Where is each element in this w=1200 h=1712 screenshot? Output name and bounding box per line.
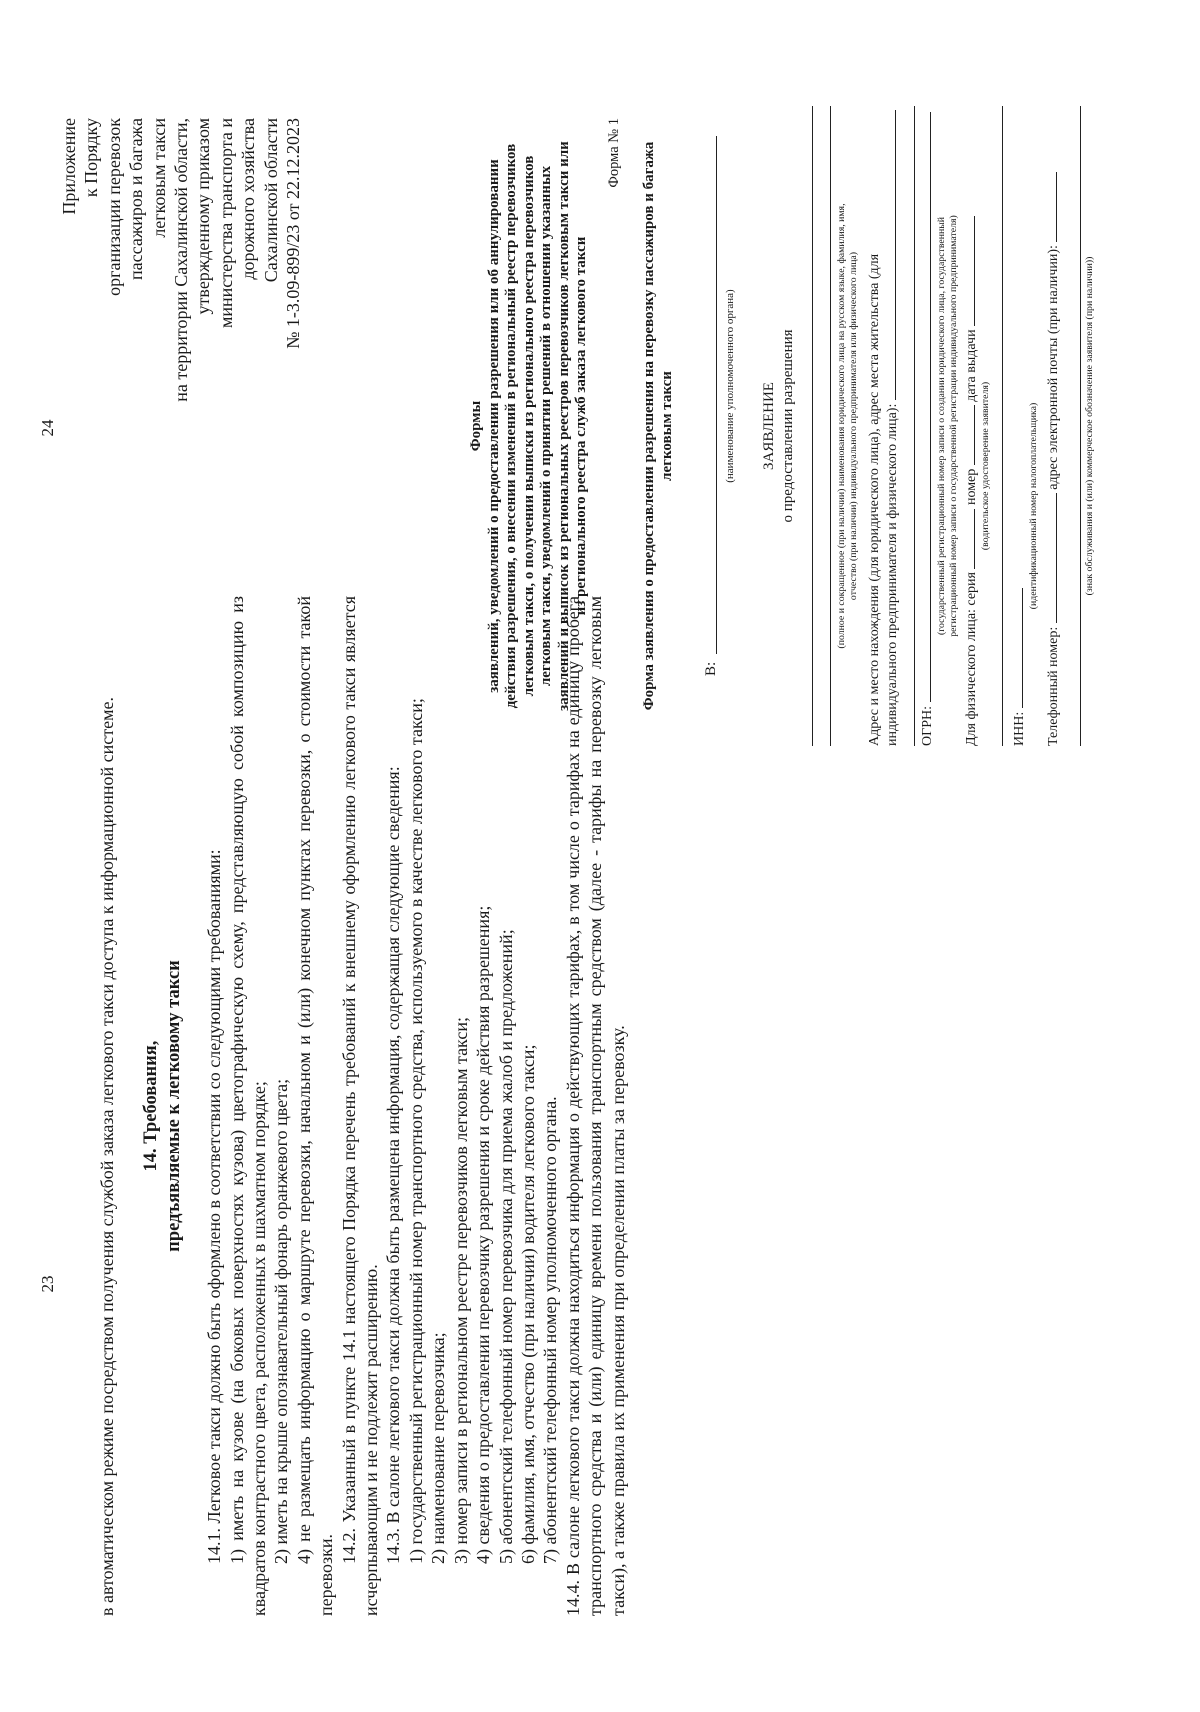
forms-description-line: легковым такси, уведомлений о принятии решений в отношении указанных <box>538 165 554 687</box>
inn-row <box>1010 106 1028 746</box>
forms-description <box>486 106 591 746</box>
series-input-line[interactable] <box>962 509 975 569</box>
paragraph: 14.4. В салоне легкового такси должна находиться информация о действующих тарифах, в том числе о тарифах на единицу пробега транспортного средства и (или) единицу времени пользования транспортным средством (далее - тарифы на перевозку легковым такси), а также правила их применения при определении платы за перевозку. <box>562 596 628 1616</box>
forms-description-line: легковым такси, о получении выписки из регионального реестра перевозчиков <box>520 155 537 697</box>
form-title-line: легковым такси <box>659 371 675 481</box>
forms-title <box>468 106 591 746</box>
paragraph: 6) фамилия, имя, отчество (при наличии) водителя легкового такси; <box>517 1044 538 1564</box>
address-line-2: индивидуального предпринимателя и физического лица): <box>885 403 900 746</box>
paragraph: 7) абонентский телефонный номер уполномоченного органа. <box>540 1096 561 1564</box>
appendix-line: Сахалинской области <box>260 118 281 283</box>
ogrn-row <box>918 106 936 746</box>
id-caption: (водительское удостоверение заявителя) <box>980 381 991 551</box>
email-input-line[interactable] <box>1044 172 1057 242</box>
ogrn-caption-line: (государственный регистрационный номер записи о создании юридического лица, государственный <box>936 216 947 636</box>
section-heading-line1: 14. Требования, <box>141 1040 162 1172</box>
recipient-line[interactable] <box>716 136 717 654</box>
person-series-label: Для физического лица: серия <box>964 572 979 746</box>
phone-label: Телефонный номер: <box>1046 626 1061 746</box>
applicant-name-line-2[interactable] <box>830 106 831 746</box>
contacts-row <box>1044 106 1062 746</box>
applicant-caption <box>836 106 860 746</box>
appendix-line: пассажиров и багажа <box>126 118 147 280</box>
appendix-line: к Порядку <box>81 118 102 198</box>
mark-caption: (знак обслуживания и (или) коммерческое обозначение заявителя (при наличии)) <box>1084 256 1095 596</box>
ogrn-input-line[interactable] <box>918 113 931 703</box>
paragraph: 3) номер записи в региональном реестре перевозчиков легковым такси; <box>450 1017 471 1564</box>
appendix-line: организации перевозок <box>103 118 124 296</box>
appendix-line: Приложение <box>59 118 79 215</box>
address-input-line[interactable] <box>883 110 896 400</box>
paragraph: 2) наименование перевозчика; <box>428 1332 449 1564</box>
appendix-line: легковым такси <box>148 118 169 238</box>
form-number: Форма № 1 <box>606 118 622 188</box>
inn-caption: (идентификационный номер налогоплательщика) <box>1028 402 1039 610</box>
ogrn-label: ОГРН: <box>920 706 935 746</box>
paragraph: 14.2. Указанный в пункте 14.1 настоящего Порядка перечень требований к внешнему оформлению легкового такси является исчерпывающим и не подлежит расширению. <box>338 596 382 1616</box>
address-row <box>866 106 901 746</box>
appendix-line: № 1-3.09-899/23 от 22.12.2023 <box>283 118 304 349</box>
applicant-caption-line: (полное и сокращенное (при наличии) наименования юридического лица на русском языке, фамилия, имя, <box>836 203 847 649</box>
issue-date-input-line[interactable] <box>962 216 975 326</box>
forms-description-line: из регионального реестра служб заказа легкового такси <box>573 236 589 616</box>
paragraph: 5) абонентский телефонный номер перевозчика для приема жалоб и предложений; <box>495 929 516 1564</box>
recipient-field[interactable] <box>698 136 720 676</box>
statement-title: ЗАЯВЛЕНИЕ <box>761 382 777 470</box>
applicant-name-line-1[interactable] <box>812 106 813 746</box>
statement-heading <box>760 106 798 746</box>
form-title <box>640 106 676 746</box>
appendix-line: на территории Сахалинской области, <box>171 118 192 402</box>
paragraph: 1) государственный регистрационный номер транспортного средства, используемого в качестве легкового такси; <box>405 698 426 1564</box>
mark-input-line[interactable] <box>1080 106 1081 746</box>
email-label: адрес электронной почты (при наличии): <box>1046 245 1061 490</box>
paragraph: 14.1. Легковое такси должно быть оформлено в соответствии со следующими требованиями: <box>204 849 225 1564</box>
forms-description-line: заявлений и выписок из региональных реестров перевозчиков легковым такси или <box>555 141 572 711</box>
recipient-label: В: <box>703 661 719 676</box>
ogrn-caption <box>936 106 960 746</box>
forms-heading: Формы <box>468 400 484 452</box>
forms-description-line: заявлений, уведомлений о предоставлении разрешения или об аннулировании <box>485 159 502 693</box>
recipient-caption: (наименование уполномоченного органа) <box>724 289 736 483</box>
paragraph: 14.3. В салоне легкового такси должна быть размещена информация, содержащая следующие сведения: <box>383 766 404 1564</box>
inn-label: ИНН: <box>1012 711 1027 746</box>
phone-input-line[interactable] <box>1044 493 1057 623</box>
issue-date-label: дата выдачи <box>964 329 979 402</box>
appendix-line: дорожного хозяйства <box>238 118 259 280</box>
forms-description-line: действия разрешения, о внесении изменений в региональный реестр перевозчиков <box>503 143 519 709</box>
form-title-line: Форма заявления о предоставлении разрешения на перевозку пассажиров и багажа <box>641 141 657 711</box>
appendix-line: министерства транспорта и <box>215 118 236 329</box>
statement-subtitle: о предоставлении разрешения <box>780 329 796 523</box>
paragraph: 2) иметь на крыше опознавательный фонарь оранжевого цвета; <box>271 1078 292 1564</box>
appendix-header <box>58 118 304 558</box>
number-input-line[interactable] <box>962 405 975 465</box>
separator-line <box>1002 106 1003 746</box>
paragraph: 4) не размещать информацию о маршруте перевозки, начальном и (или) конечном пунктах перевозки, о стоимости такой перевозки. <box>293 596 337 1616</box>
appendix-line: утвержденному приказом <box>193 118 214 315</box>
page-number: 24 <box>38 419 57 437</box>
paragraph: 4) сведения о предоставлении перевозчику разрешения и сроке действия разрешения; <box>473 905 494 1564</box>
inn-input-line[interactable] <box>1010 588 1023 708</box>
number-label: номер <box>964 468 979 506</box>
id-document-row <box>962 106 980 746</box>
intro-paragraph: в автоматическом режиме посредством получения службой заказа легкового такси доступа к информационной системе. <box>97 696 117 1616</box>
page-number: 23 <box>38 1275 57 1293</box>
paragraph: 1) иметь на кузове (на боковых поверхностях кузова) цветографическую схему, представляющую собой композицию из квадратов контрастного цвета, расположенных в шахматном порядке; <box>226 596 270 1616</box>
ogrn-caption-line: регистрационный номер записи о государственной регистрации индивидуального предпринимателя) <box>948 215 959 637</box>
address-line-1: Адрес и место нахождения (для юридического лица), адрес места жительства (для <box>867 253 882 746</box>
applicant-caption-line: отчество (при наличии) индивидуального предпринимателя или физического лица) <box>848 251 859 601</box>
address-line-extra[interactable] <box>914 106 915 746</box>
section-heading-line2: предъявляемые к легковому такси <box>163 960 184 1252</box>
